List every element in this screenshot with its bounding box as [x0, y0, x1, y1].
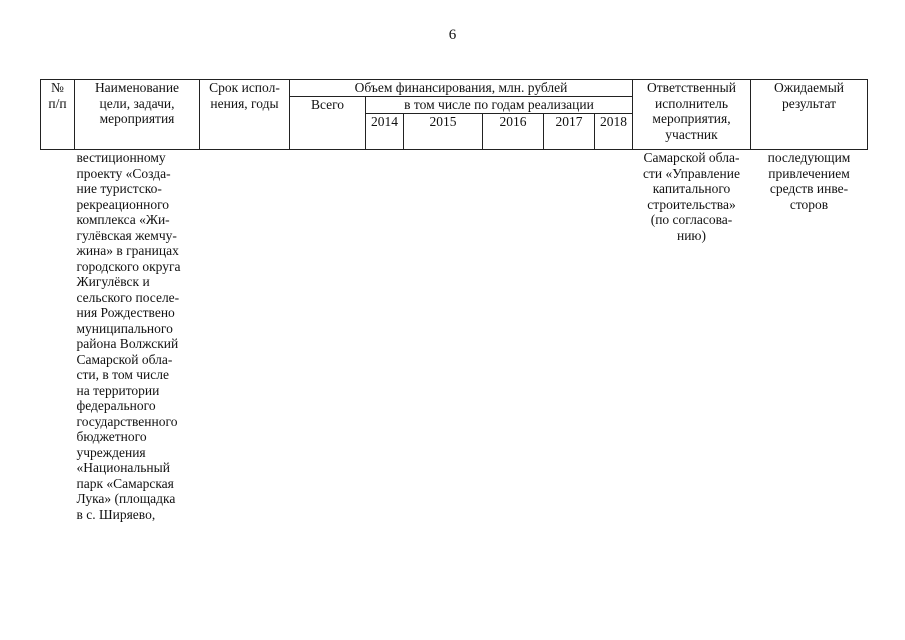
name-line: сти, в том числе — [76, 367, 169, 382]
header-responsible: Ответственный исполнитель мероприятия, участник — [633, 80, 751, 150]
header-name: Наименование цели, задачи, мероприятия — [75, 80, 200, 150]
name-line: Жигулёвск и — [76, 274, 150, 289]
name-line: в с. Ширяево, — [76, 506, 156, 522]
name-line: Самарской обла- — [76, 351, 173, 367]
name-line: вестиционному — [76, 150, 166, 165]
cell-2018 — [595, 150, 633, 523]
cell-name — [75, 150, 200, 523]
name-line: ния Рождествено — [76, 305, 175, 320]
name-line: «Национальный — [76, 460, 170, 475]
cell-term — [200, 150, 290, 523]
cell-total — [290, 150, 366, 523]
cell-responsible: Самарской обла- сти «Управление капитального строительства» (по согласова- нию) — [643, 150, 740, 243]
name-line: на территории — [76, 382, 160, 398]
cell-2016 — [483, 150, 544, 523]
name-line: района Волжский — [76, 336, 179, 351]
name-line: бюджетного — [76, 429, 147, 444]
header-year-2018: 2018 — [595, 114, 633, 150]
financing-table — [40, 79, 868, 522]
cell-num — [41, 150, 75, 523]
header-total: Всего — [290, 97, 366, 150]
name-line: ние туристско- — [76, 181, 162, 196]
header-num: № п/п — [41, 80, 75, 150]
cell-2014 — [366, 150, 404, 523]
header-term: Срок испол- нения, годы — [200, 80, 290, 150]
name-line: проекту «Созда- — [76, 165, 171, 181]
cell-result: последующим привлечением средств инве- сторов — [767, 150, 851, 212]
name-line: государственного — [76, 413, 178, 429]
header-result: Ожидаемый результат — [751, 80, 868, 150]
header-year-2016: 2016 — [483, 114, 544, 150]
name-line: рекреационного — [76, 196, 170, 212]
header-year-2014: 2014 — [366, 114, 404, 150]
cell-2015 — [404, 150, 483, 523]
name-line: сельского поселе- — [76, 289, 180, 305]
name-line: комплекса «Жи- — [76, 212, 170, 227]
header-funding: Объем финансирования, млн. рублей — [290, 80, 633, 97]
name-line: жина» в границах — [76, 243, 179, 258]
name-line: городского округа — [76, 258, 181, 274]
name-line: муниципального — [76, 320, 173, 336]
name-line: парк «Самарская — [76, 475, 174, 491]
name-line: Лука» (площадка — [76, 491, 176, 506]
name-line: учреждения — [76, 444, 146, 460]
cell-2017 — [544, 150, 595, 523]
header-year-2015: 2015 — [404, 114, 483, 150]
header-by-years: в том числе по годам реализации — [366, 97, 633, 114]
page-number: 6 — [448, 27, 457, 43]
name-line: гулёвская жемчу- — [76, 227, 177, 243]
name-line: федерального — [76, 398, 156, 413]
header-year-2017: 2017 — [544, 114, 595, 150]
